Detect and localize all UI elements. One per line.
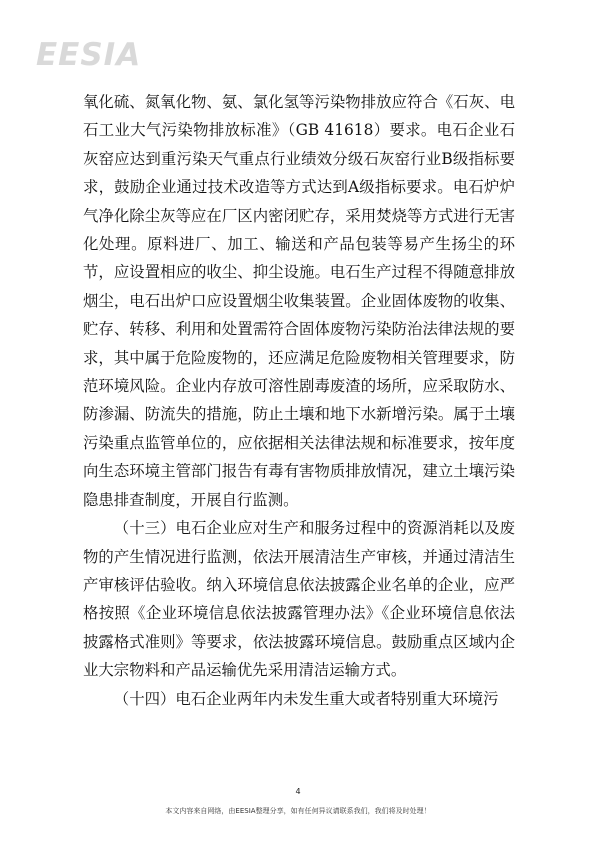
document-body [83,88,515,713]
paragraph-14: （十四）电石企业两年内未发生重大或者特别重大环境污 [113,689,499,708]
paragraph-continued: 氧化硫、氮氧化物、氨、氯化氢等污染物排放应符合《石灰、电石工业大气污染物排放标准》（GB 41618）要求。电石企业石灰窑应达到重污染天气重点行业绩效分级石灰窑行业B级指标要求，鼓励企业通过技术改造等方式达到A级指标要求。电石炉炉气净化除尘灰等应在厂区内密闭贮存，采用焚烧等方式进行无害化处理。原料进厂、加工、输送和产品包装等易产生扬尘的环节，应设置相应的收尘、抑尘设施。电石生产过程不得随意排放烟尘，电石出炉口应设置烟尘收集装置。企业固体废物的收集、贮存、转移、利用和处置需符合固体废物污染防治法律法规的要求，其中属于危险废物的，还应满足危险废物相关管理要求，防范环境风险。企业内存放可溶性剧毒废渣的场所，应采取防水、防渗漏、防流失的措施，防止土壤和地下水新增污染。属于土壤污染重点监管单位的，应依据相关法律法规和标准要求，按年度向生态环境主管部门报告有毒有害物质排放情况，建立土壤污染隐患排查制度，开展自行监测。 [83,93,515,509]
page-number: 4 [295,787,301,796]
footer-disclaimer: 本文内容来自网络，由EESIA整理分享，如有任何异议请联系我们，我们将及时处理！ [165,807,431,815]
eesia-logo: EESIA [36,37,142,73]
paragraph-13: （十三）电石企业应对生产和服务过程中的资源消耗以及废物的产生情况进行监测，依法开展清洁生产审核，并通过清洁生产审核评估验收。纳入环境信息依法披露企业名单的企业，应严格按照《企业环境信息依法披露管理办法》《企业环境信息依法披露格式准则》等要求，依法披露环境信息。鼓励重点区域内企业大宗物料和产品运输优先采用清洁运输方式。 [83,519,515,680]
